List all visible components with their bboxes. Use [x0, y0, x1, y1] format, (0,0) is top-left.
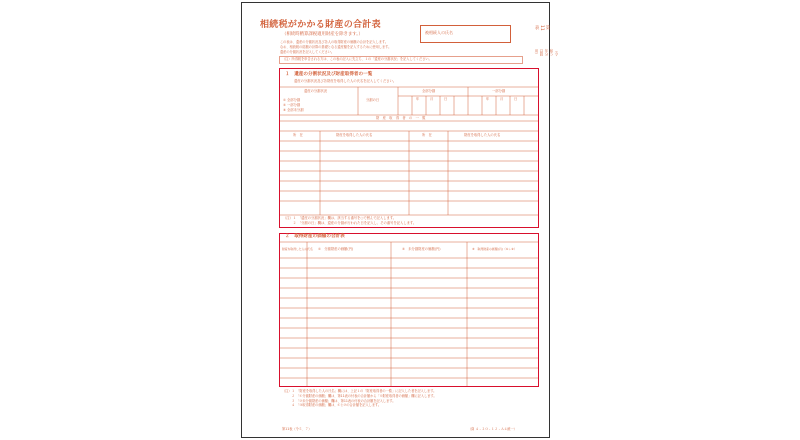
year-label: 年: [416, 97, 420, 101]
bottom-note: ４ 「③取得財産の価額」欄は、①と②の合計額を記入します。: [282, 403, 382, 408]
footer-form-number: 第11表（令５．７）: [282, 427, 312, 431]
division-option[interactable]: ② 一部分割: [283, 103, 301, 107]
section-1-footnote: （注）１ 「遺産の分割状況」欄は、該当する番号を○で囲んで記入します。: [283, 216, 397, 220]
division-date-label: 分割の日: [366, 98, 380, 102]
section-1-footnote: ２ 「分割の日」欄は、遺産の分割が行われた日を記入し、その番号を記入します。: [283, 221, 417, 225]
intro-line: 遺産の分割状況を記入してください。: [280, 50, 335, 55]
divided-value-header: ① 分割財産の価額(円): [318, 247, 354, 251]
section-2-frame: [279, 233, 539, 387]
month-label: 月: [500, 97, 504, 101]
bottom-notes: [282, 389, 437, 408]
intro-line: この表は、遺産の分割状況及び各人の取得財産の価額の合計を記入します。: [280, 40, 389, 44]
intro-text: [280, 40, 520, 56]
division-status-label: 遺産の分割状況: [304, 89, 328, 93]
partial-division-header: 一部分割: [492, 89, 506, 93]
bottom-note: （注）１ 「財産を取得した人の氏名」欄には、上記１の「財産取得者の一覧」に記入した者を記入します。: [282, 389, 437, 393]
undivided-value-header: ② 未分割財産の価額(円): [402, 247, 441, 251]
location-header: 所 在: [293, 133, 303, 137]
acquirer-name-header: 財産を取得した人の氏名: [464, 133, 501, 137]
section-2-title: ２ 取得財産の価額の合計表: [285, 234, 345, 239]
location-header: 所 在: [422, 133, 432, 137]
intro-note-box: （注）所得税を申告される方は、この表の記入に先立ち、１の「遺産の分割状況」を記入してください。: [279, 56, 523, 64]
year-label: 年: [486, 97, 490, 101]
acquirer-name-header: 財産を取得した人の氏名: [336, 133, 373, 137]
intro-line: なお、相続税の総額の計算の基礎となる遺産額を記入するために使用します。: [280, 45, 392, 50]
total-value-header: ③ 取得財産の価額(円)（①＋②）: [472, 247, 517, 251]
day-label: 日: [444, 97, 448, 101]
section-2-grid: [280, 234, 538, 386]
bottom-note: ２ 「①分割財産の価額」欄は、第11表の付表の合計額から「①財産取得者の価額」欄に記入します。: [282, 393, 437, 398]
division-option[interactable]: ③ 全部未分割: [283, 108, 304, 112]
decedent-name-label: 被相続人の氏名: [425, 30, 453, 35]
acquirer-list-title: 財 産 取 得 者 の 一 覧: [376, 116, 426, 120]
form-version-note: （令和５年分以降用）: [534, 49, 558, 56]
day-label: 日: [514, 97, 518, 101]
section-1-title: １ 遺産の分割状況及び財産取得者の一覧: [285, 72, 373, 77]
month-label: 月: [430, 97, 434, 101]
footer-print-code: （資 ４ - ２０ - １２ - Ａ４統一）: [468, 427, 517, 431]
tax-form-page: [241, 2, 558, 438]
section-1-frame: [279, 68, 539, 228]
bottom-note: ３ 「②未分割財産の価額」欄は、第11表の付表の合計額を記入します。: [282, 398, 396, 403]
form-subtitle: （相続時精算課税適用財産を除きます。）: [282, 32, 363, 37]
acquirer-name-header: 財産を取得した人の氏名: [282, 247, 313, 251]
division-option[interactable]: ① 全部分割: [283, 98, 301, 102]
full-division-header: 全部分割: [422, 89, 436, 93]
form-title: 相続税がかかる財産の合計表: [260, 20, 381, 30]
section-1-note: 遺産の分割状況及び各財産を取得した人の氏名を記入してください。: [294, 79, 397, 83]
form-code: 第11表: [534, 25, 550, 31]
